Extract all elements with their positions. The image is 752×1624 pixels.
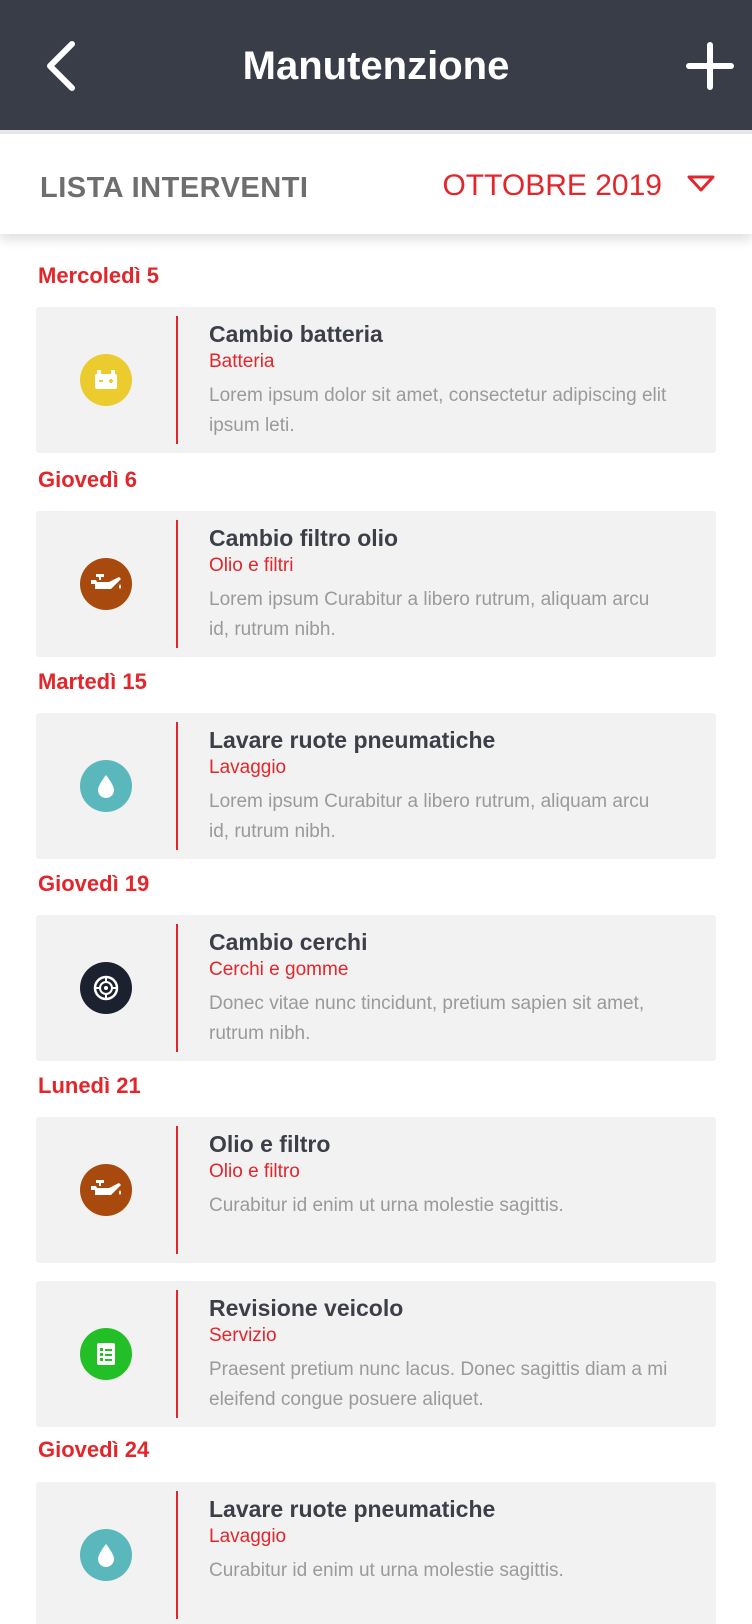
card-divider: [176, 1491, 178, 1619]
page-title: Manutenzione: [242, 44, 510, 88]
maintenance-card[interactable]: [36, 1482, 716, 1624]
oil-can-icon: [80, 558, 132, 610]
card-divider: [176, 722, 178, 850]
card-description: Praesent pretium nunc lacus. Donec sagittis diam a mi eleifend congue posuere aliquet.: [209, 1359, 668, 1410]
plus-icon: [686, 42, 734, 90]
card-category: Lavaggio: [209, 757, 287, 778]
card-title: Lavare ruote pneumatiche: [209, 727, 496, 753]
card-divider: [176, 1126, 178, 1254]
card-category: Cerchi e gomme: [209, 959, 349, 980]
card-title: Lavare ruote pneumatiche: [209, 1496, 496, 1522]
maintenance-card[interactable]: [36, 511, 716, 657]
card-description: Lorem ipsum Curabitur a libero rutrum, aliquam arcu id, rutrum nibh.: [209, 589, 650, 640]
card-divider: [176, 316, 178, 444]
oil-can-icon: [80, 1164, 132, 1216]
card-category: Batteria: [209, 351, 275, 372]
water-drop-icon: [80, 760, 132, 812]
battery-icon: [80, 354, 132, 406]
tire-icon: [80, 962, 132, 1014]
card-divider: [176, 924, 178, 1052]
card-description: Donec vitae nunc tincidunt, pretium sapien sit amet, rutrum nibh.: [209, 993, 645, 1044]
card-title: Cambio filtro olio: [209, 525, 399, 551]
maintenance-card[interactable]: [36, 1281, 716, 1427]
card-divider: [176, 520, 178, 648]
card-title: Cambio cerchi: [209, 929, 368, 955]
card-title: Cambio batteria: [209, 321, 383, 347]
filter-bar: [0, 134, 752, 234]
card-divider: [176, 1290, 178, 1418]
card-description: Curabitur id enim ut urna molestie sagittis.: [209, 1195, 564, 1216]
card-title: Olio e filtro: [209, 1131, 331, 1157]
maintenance-card[interactable]: [36, 713, 716, 859]
day-header: Martedì 15: [38, 669, 147, 694]
day-header: Giovedì 19: [38, 871, 150, 896]
maintenance-card[interactable]: [36, 915, 716, 1061]
app-header: [0, 0, 752, 130]
water-drop-icon: [80, 1529, 132, 1581]
caret-down-icon: [686, 174, 716, 194]
card-description: Lorem ipsum dolor sit amet, consectetur adipiscing elit ipsum leti.: [209, 385, 667, 436]
day-header: Giovedì 24: [38, 1437, 150, 1462]
month-value: OTTOBRE 2019: [442, 169, 662, 202]
checklist-icon: [80, 1328, 132, 1380]
maintenance-card[interactable]: [36, 307, 716, 453]
card-title: Revisione veicolo: [209, 1295, 404, 1321]
card-category: Olio e filtri: [209, 555, 294, 576]
day-header: Mercoledì 5: [38, 263, 160, 288]
card-category: Servizio: [209, 1325, 277, 1346]
add-button[interactable]: [686, 42, 734, 90]
month-dropdown[interactable]: [442, 164, 720, 208]
card-description: Lorem ipsum Curabitur a libero rutrum, aliquam arcu id, rutrum nibh.: [209, 791, 650, 842]
card-category: Lavaggio: [209, 1526, 287, 1547]
day-header: Lunedì 21: [38, 1073, 141, 1098]
maintenance-card[interactable]: [36, 1117, 716, 1263]
card-description: Curabitur id enim ut urna molestie sagittis.: [209, 1560, 564, 1581]
list-label: LISTA INTERVENTI: [40, 172, 309, 204]
card-category: Olio e filtro: [209, 1161, 300, 1182]
day-header: Giovedì 6: [38, 467, 138, 492]
